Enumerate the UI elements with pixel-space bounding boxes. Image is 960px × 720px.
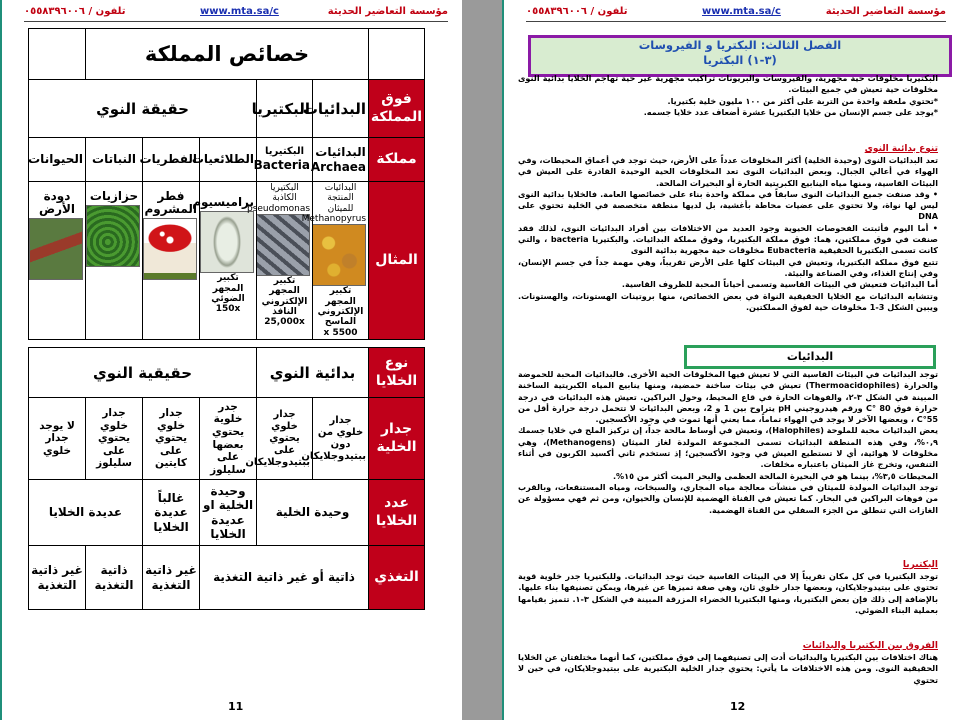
example-name: براميسيوم xyxy=(192,195,255,209)
paragraph: *تحتوي ملعقة واحدة من التربة على أكثر من ١٠٠ مليون خلية بكتيريا. xyxy=(667,95,938,106)
example-name: فطر المشروم xyxy=(144,189,198,217)
kingdom-archaea xyxy=(310,138,369,182)
earthworm-image xyxy=(29,218,83,280)
cell-count-protists: وحيدة الخلية او عديدة الخلايا xyxy=(200,480,257,546)
row-label-kingdom: مملكة xyxy=(369,138,425,182)
paragraph: المحيطات ٣,٥%، بينما هو في البحيرة المالحة العظمى والبحر الميت أكثر من ١٥%. xyxy=(612,470,938,481)
section-differences xyxy=(518,640,938,686)
kingdom-plants: النباتات xyxy=(86,138,143,182)
kingdom-ar: البدائيات xyxy=(315,145,366,160)
example-name: البدائيات المنتجة للميثان xyxy=(324,183,357,214)
paragraph: توجد البدائيات المولدة للميثان في منشآت معالجة مياه المجاري، والسبخات، ومياه المستنقعات، وبالقرب من فوهات البراكين في البحار. كما تعيش في القناة الهضمية للإنسان والحيوان، ومن ثم فهي مسؤولة عن الغازات التي تنطلق من الجزء السفلي من القناة الهضمية. xyxy=(518,481,938,515)
cell-wall-archaea: جدار خلوي من دون ببتيدوجلايكان xyxy=(313,398,369,480)
cell-count-fungi: غالباً عديدة الخلايا xyxy=(143,480,200,546)
kingdom-animals: الحيوانات xyxy=(29,138,86,182)
section-heading: تنوع بدائية النوى xyxy=(864,144,938,154)
nutrition-plants: ذاتية التغذية xyxy=(86,546,143,610)
paragraph: • وقد صنفت جميع البدائيات النوى سابقاً في مملكة واحدة بناء على خصائصها العامة. فالخلايا بدائية النوى ليس لها نواة، ولا تحتوي على عضيات محاطة بأغشية، بل لديها منطقة متخصصة في الخلية تحتوي على DNA xyxy=(518,188,938,222)
section-archaea xyxy=(518,369,938,516)
section-heading: الفروق بين البكتيريا والبدائيات xyxy=(802,641,938,651)
paragraph: • أما اليوم فأثبتت الفحوصات الحيوية وجود العديد من الاختلافات بين أفراد البدائيات النوى، لذلك فقد صنفت في فوق مملكتين، هما: فوق مملكة البكتيريا، وفوق مملكة البدائيات. والبكتيريا bacteria ، والتي كانت تسمى البكتيريا الحقيقية Eubacteria مخلوقات حية مجهرية بدائية النوى xyxy=(518,222,938,256)
page-header xyxy=(24,5,448,22)
cell-type-prokaryote: بدائية النوي xyxy=(257,348,369,398)
paragraph: البكتيريا مخلوقات حية مجهرية، والفيروسات والبريونات تراكيب مجهرية غير حية تهاجم الخلايا بدائية النوى مخلوقات حية تعيش في جميع البيئات. xyxy=(518,73,938,95)
section-heading: البكتيريا xyxy=(902,560,938,570)
row-label-nutrition: التغذي xyxy=(369,546,425,610)
paragraph: بالإضافة إلى ذلك فإن بعض البكتيريا، ومنها البكتيريا الخضراء المزرقة المبينة في الشكل ٣-١. تتميز بقيامها بعملية البناء الضوئي. xyxy=(518,593,938,615)
mushroom-image xyxy=(143,218,197,280)
row-label-cell-type: نوع الخلايا xyxy=(369,348,425,398)
methanopyrus-image xyxy=(312,224,366,286)
example-name: البكتيريا الكاذبة xyxy=(270,183,299,204)
paragraph: توجد البدائيات في البيئات القاسية التي لا تعيش فيها المخلوقات الحية الأخرى. فالبدائيات المحبة للحموضة والحرارة (Thermoacidophiles) تعيش في بيئات ساخنة حمضية، ومنها ينابيع المياه الكبريتية الساخنة المبينة في الشكل ٣-٢، والفوهات الحارة في قاع المحيط، وحول البراكين. تعيش هذه البدائيات في درجة حرارة فوق 80 °C ورقم هيدروجيني pH يتراوح بين 1 و 2، وبعض البدائيات لا تتحمل درجة حرارة أقل من 55°C ، ويعضها الآخر لا يوجد في الهواء تماماً، مما يعني أنها تموت في وجود الأكسجين. xyxy=(518,369,938,425)
example-latin: pseudomonas xyxy=(246,203,311,214)
paragraph: يعض البدائيات محبة للملوحة (Halophiles)، وتعيش في أوساط مالحة جداً، إن تركيز الملح في خلايا جسمك ٠,٩%، وفي هذه المنطقة البدائيات تسمى المجموعة المولدة لغاز الميثان (Methanogens)، وهي مخلوقات لا هوائية، أي لا تستطيع العيش في وجود الأكسجين؛ إذ تستخدم ثاني أكسيد الكربون في أثناء التنفس، وتخرج غاز الميثان باعتباره مخلفات. xyxy=(518,425,939,470)
example-caption: تكبير المجهر الضوئي 150x xyxy=(211,273,245,315)
example-archaea xyxy=(301,182,369,340)
section-number: (٣-١) البكتريا xyxy=(703,53,777,67)
example-bacteria xyxy=(246,182,313,340)
intro-paragraphs xyxy=(518,73,938,118)
archaea-heading-box: البدائيات xyxy=(684,345,936,369)
left-page xyxy=(0,0,462,720)
page-number: 12 xyxy=(730,700,746,713)
row-label-cell-count: عدد الخلايا xyxy=(369,480,425,546)
paragraph: أما البدائيات فتعيش في البيئات القاسية وتسمى أحياناً المحبة للظروف القاسية. xyxy=(621,279,938,290)
kingdom-bacteria xyxy=(253,138,313,182)
cell-count-multicellular: عديدة الخلايا xyxy=(29,480,143,546)
chapter-title: الفصل الثالث: البكتريا و الفيروسات xyxy=(638,38,842,52)
example-protist xyxy=(192,182,257,340)
example-caption: تكبير المجهر الإلكتروني النافذ 25,000x xyxy=(261,276,308,328)
cell-wall-plants: جدار خلوي يحتوي على سليلوز xyxy=(86,398,143,480)
paragraph: توجد البكتيريا في كل مكان تقريباً إلا في البيئات القاسية حيث توجد البدائيات. وللبكتيريا جدر خلوية قوية تحتوي على ببتيدوجلايكان، وبعضها جدار خلوي ثان، وهي صفة تميزها عن غيرها، ويمكن تصنيفها بناء عليها. xyxy=(518,571,938,593)
kingdom-fungi: الفطريات xyxy=(143,138,200,182)
paragraph: تعد البدائيات النوى (وحيدة الخلية) أكثر المخلوقات عدداً على الأرض، حيث توجد في أعماق المحيطات، وفي الهواء في أعالي الجبال. وبعض البدائيات النوى تعد المخلوقات الحية الوحيدة القادرة على العيش في البيئات القاسية، ومنها مياه الينابيع الكبريتية الحارة أو البحيرات المالحة. xyxy=(518,155,938,188)
domain-eukarya: حقيقة النوي xyxy=(29,80,257,138)
right-page xyxy=(502,0,960,720)
moss-image xyxy=(86,205,140,267)
domain-bacteria: البكتيريا xyxy=(257,80,313,138)
paragraph: *يوجد على جسم الإنسان من خلايا البكتيريا عشرة أضعاف عدد خلايا جسمه. xyxy=(643,106,938,117)
cell-wall-fungi: جدار خلوي يحتوي على كايتين xyxy=(143,398,200,480)
row-label-example: المثال xyxy=(369,182,425,340)
chapter-title-box xyxy=(528,35,952,77)
cell-characteristics-table xyxy=(28,347,425,610)
paragraph: وتتشابه البدائيات مع الخلايا الحقيقية النواة في بعض الخصائص، منها بروتينات الهستونات، والهستونات. ويبين الشكل 3-1 مخلوقات حية لفوق المملكتين. xyxy=(518,290,938,312)
table-title: خصائص المملكة xyxy=(86,29,369,80)
cell-type-eukaryote: حقيقية النوي xyxy=(29,348,257,398)
page-number: 11 xyxy=(228,700,244,713)
example-animal xyxy=(29,182,86,340)
phone-number: تلفون / ٠٥٥٨٣٩٦٠٠٦ xyxy=(526,6,628,17)
kingdom-en: Archaea xyxy=(310,159,367,174)
row-label-cell-wall: جدار الخلية xyxy=(369,398,425,480)
website-link[interactable]: www.mta.sa/c xyxy=(200,6,279,17)
domain-archaea: البدائيات xyxy=(313,80,369,138)
example-fungus xyxy=(143,182,200,340)
paragraph: تتبع فوق مملكة البكتيريا، وتعيش في البيئات كلها على الأرض تقريباً، وهي مهمة جداً في جسم الإنسان، وفي إنتاج الغذاء، وفي الصناعة والبيئة. xyxy=(518,256,938,278)
row-label-domain: فوق المملكة xyxy=(369,80,425,138)
section-prokaryote-diversity xyxy=(518,143,938,313)
example-caption: تكبير المجهر الإلكتروني الماسح 5500 x xyxy=(317,286,364,338)
paragraph: هناك اختلافات بين البكتيريا والبدائيات أدت إلى تصنيفهما إلى فوق مملكتين، كما أنهما مختلفتان عن الخلايا الحقيقية النوى. ومن هذه الاختلافات ما يأتي: يحتوي جدار الخلية البكتيرية على ببتيدوجلايكان، في حين لا تحتوي xyxy=(518,652,938,685)
kingdom-characteristics-table xyxy=(28,28,425,340)
nutrition-animals: غير ذاتية التغذية xyxy=(29,546,86,610)
phone-number: تلفون / ٠٥٥٨٣٩٦٠٠٦ xyxy=(24,6,126,17)
nutrition-fungi: غير ذاتية التغذية xyxy=(143,546,200,610)
example-plant xyxy=(86,182,143,340)
paramecium-image xyxy=(200,211,254,273)
cell-wall-bacteria: جدار خلوي يحتوي على ببتيدوجلايكان xyxy=(257,398,313,480)
nutrition-prokaryote: ذاتية أو غير ذاتية التغذية xyxy=(200,546,369,610)
kingdom-ar: البكتيريا xyxy=(265,146,305,158)
cell-count-prokaryote: وحيدة الخلية xyxy=(257,480,369,546)
section-bacteria xyxy=(518,559,938,616)
cell-wall-animals: لا يوجد جدار خلوي xyxy=(29,398,86,480)
example-name: حزازيات xyxy=(89,189,139,203)
cell-wall-protists: جدر خلوية يحتوي بعضها على سليلوز xyxy=(200,398,257,480)
example-latin: Methanopyrus xyxy=(301,214,367,225)
example-name: دودة الأرض xyxy=(38,189,76,217)
kingdom-en: Bacteria xyxy=(253,158,311,173)
page-header xyxy=(526,5,946,22)
institution-name: مؤسسة التعاضير الحديثة xyxy=(327,6,448,17)
kingdom-protists: الطلائعيات xyxy=(200,138,257,182)
institution-name: مؤسسة التعاضير الحديثة xyxy=(825,6,946,17)
website-link[interactable]: www.mta.sa/c xyxy=(702,6,781,17)
